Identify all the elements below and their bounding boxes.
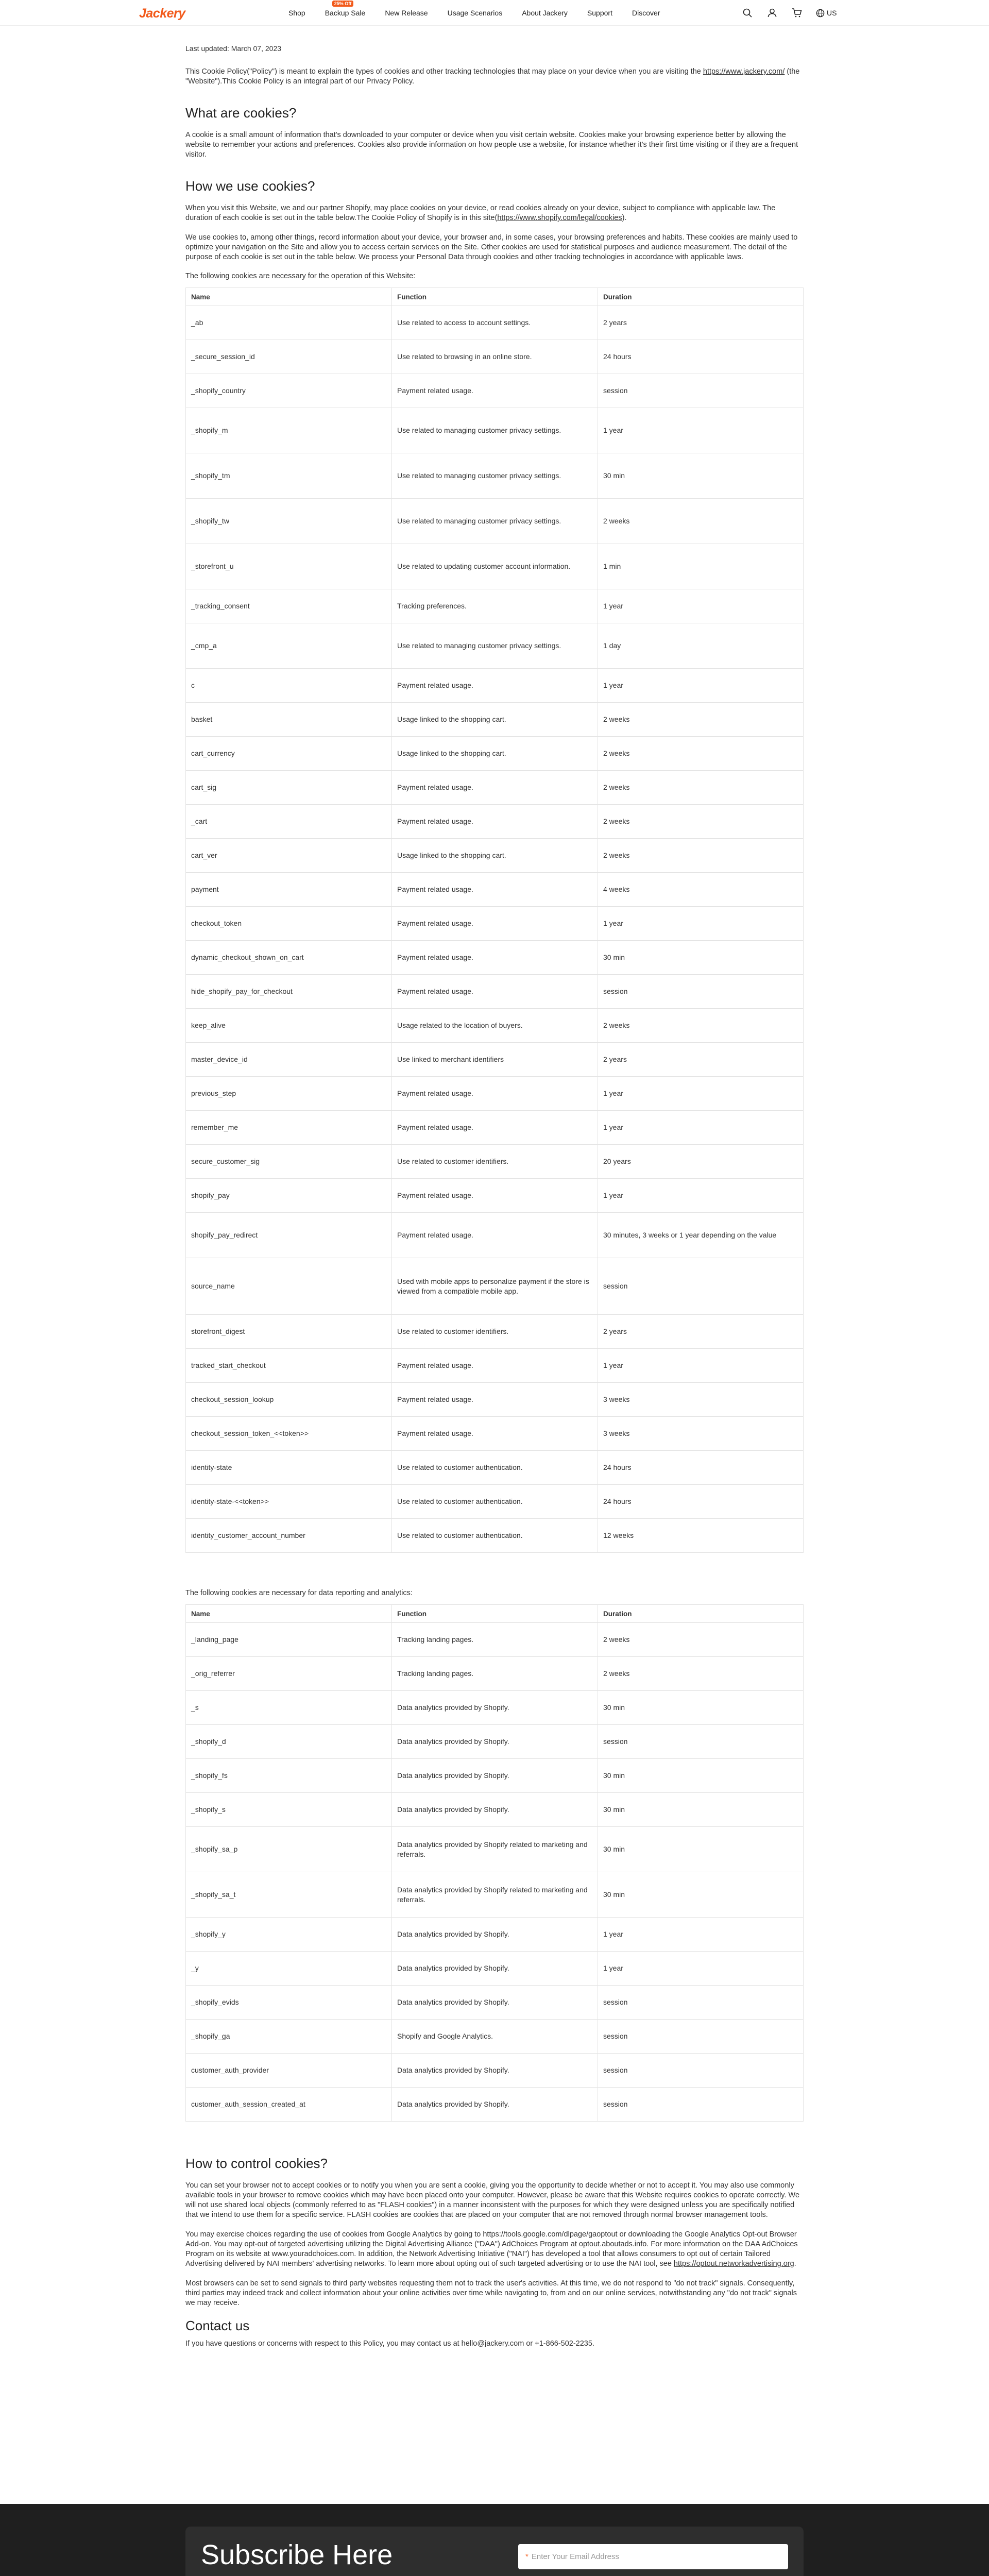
necessary-cookie-row	[186, 408, 804, 453]
cookie-function-cell: Usage related to the location of buyers.	[392, 1009, 598, 1043]
necessary-cookie-row	[186, 1258, 804, 1315]
cookie-duration-cell: 1 year	[598, 589, 804, 623]
cookie-name-cell: dynamic_checkout_shown_on_cart	[186, 941, 392, 975]
required-mark: *	[525, 2552, 528, 2561]
contact-paragraph: If you have questions or concerns with respect to this Policy, you may contact us at hello@jackery.com or +1-866-502-2235.	[185, 2340, 594, 2348]
necessary-cookie-row	[186, 873, 804, 907]
heading-how-to-control-cookies: How to control cookies?	[185, 2156, 328, 2171]
jackery-logo[interactable]: Jackery	[139, 6, 185, 21]
cookie-duration-cell: 2 weeks	[598, 1623, 804, 1657]
cookie-function-cell: Payment related usage.	[392, 873, 598, 907]
cookie-function-cell: Usage linked to the shopping cart.	[392, 703, 598, 737]
cookie-duration-cell: 1 year	[598, 907, 804, 941]
analytics-cookie-row	[186, 1918, 804, 1952]
cookie-duration-cell: 1 year	[598, 669, 804, 703]
cookie-name-cell: checkout_session_token_<<token>>	[186, 1417, 392, 1451]
analytics-cookies-table	[185, 1604, 804, 2122]
necessary-cookie-row	[186, 1349, 804, 1383]
col-header-function: Function	[392, 288, 598, 306]
cookie-name-cell: keep_alive	[186, 1009, 392, 1043]
cookie-duration-cell: 30 min	[598, 1872, 804, 1918]
cookie-duration-cell: 1 year	[598, 1349, 804, 1383]
col-header-duration: Duration	[598, 1605, 804, 1623]
necessary-cookie-row	[186, 737, 804, 771]
cookie-name-cell: shopify_pay_redirect	[186, 1213, 392, 1258]
cookie-name-cell: cart_currency	[186, 737, 392, 771]
cookie-duration-cell: 20 years	[598, 1145, 804, 1179]
cookie-duration-cell: session	[598, 2054, 804, 2088]
cookie-duration-cell: session	[598, 2020, 804, 2054]
necessary-cookie-row	[186, 1213, 804, 1258]
cookie-duration-cell: 4 weeks	[598, 873, 804, 907]
necessary-cookie-row	[186, 1519, 804, 1553]
analytics-cookie-row	[186, 1952, 804, 1986]
cookie-duration-cell: 2 weeks	[598, 499, 804, 544]
necessary-cookies-table	[185, 287, 804, 1553]
cookie-name-cell: _shopify_evids	[186, 1986, 392, 2020]
cookie-name-cell: _shopify_sa_p	[186, 1827, 392, 1872]
cookie-function-cell: Shopify and Google Analytics.	[392, 2020, 598, 2054]
necessary-cookie-row	[186, 589, 804, 623]
necessary-cookie-row	[186, 1485, 804, 1519]
cookie-function-cell: Tracking preferences.	[392, 589, 598, 623]
nav-backup-sale[interactable]: 25% Off Backup Sale	[325, 1, 366, 17]
cookie-duration-cell: session	[598, 1258, 804, 1315]
necessary-cookie-row	[186, 1111, 804, 1145]
cookie-function-cell: Payment related usage.	[392, 1111, 598, 1145]
cookie-duration-cell: session	[598, 374, 804, 408]
cookie-name-cell: remember_me	[186, 1111, 392, 1145]
cookie-duration-cell: 2 weeks	[598, 805, 804, 839]
cookie-duration-cell: 3 weeks	[598, 1383, 804, 1417]
cookie-function-cell: Payment related usage.	[392, 1179, 598, 1213]
cart-icon[interactable]	[791, 7, 803, 19]
cookie-function-cell: Use related to customer identifiers.	[392, 1145, 598, 1179]
cookie-duration-cell: 2 weeks	[598, 1657, 804, 1691]
cookie-duration-cell: 2 weeks	[598, 1009, 804, 1043]
cookie-name-cell: tracked_start_checkout	[186, 1349, 392, 1383]
cookie-function-cell: Payment related usage.	[392, 805, 598, 839]
cookie-function-cell: Use related to customer authentication.	[392, 1519, 598, 1553]
necessary-cookie-row	[186, 1145, 804, 1179]
necessary-cookie-row	[186, 669, 804, 703]
email-field[interactable]: * Enter Your Email Address	[518, 2544, 788, 2569]
cookie-name-cell: customer_auth_session_created_at	[186, 2088, 392, 2122]
necessary-cookie-row	[186, 1077, 804, 1111]
cookie-function-cell: Payment related usage.	[392, 1417, 598, 1451]
cookie-duration-cell: 24 hours	[598, 1485, 804, 1519]
cookie-name-cell: _shopify_s	[186, 1793, 392, 1827]
analytics-cookie-row	[186, 1725, 804, 1759]
heading-contact-us: Contact us	[185, 2318, 250, 2333]
cookie-function-cell: Data analytics provided by Shopify.	[392, 1918, 598, 1952]
cookie-duration-cell: 1 year	[598, 1179, 804, 1213]
how-paragraph-2: We use cookies to, among other things, record information about your device, your browser and, in some cases, your browsing preferences and habits. These cookies are mainly used to optimize your navigation on the Site and allow you to access certain services on the Site. Other cookies are used for statistical purposes and audience measurement. The detail of the purpose of each cookie is set out in the table below. We process your Personal Data through cookies and other tracking technologies in accordance with applicable laws.	[185, 233, 798, 261]
analytics-cookie-row	[186, 2054, 804, 2088]
necessary-cookie-row	[186, 1179, 804, 1213]
cookie-name-cell: customer_auth_provider	[186, 2054, 392, 2088]
header-tools	[742, 0, 837, 26]
cookie-function-cell: Data analytics provided by Shopify.	[392, 1952, 598, 1986]
cookie-function-cell: Used with mobile apps to personalize payment if the store is viewed from a compatible mobile app.	[392, 1258, 598, 1315]
cookie-name-cell: identity-state-<<token>>	[186, 1485, 392, 1519]
cookie-function-cell: Use related to managing customer privacy settings.	[392, 408, 598, 453]
cookie-name-cell: _shopify_y	[186, 1918, 392, 1952]
analytics-cookie-row	[186, 1827, 804, 1872]
cookie-name-cell: _shopify_fs	[186, 1759, 392, 1793]
cookie-function-cell: Payment related usage.	[392, 1213, 598, 1258]
cookie-name-cell: _shopify_d	[186, 1725, 392, 1759]
analytics-cookie-row	[186, 2020, 804, 2054]
cookie-name-cell: _shopify_tm	[186, 453, 392, 499]
cookie-duration-cell: 1 year	[598, 1918, 804, 1952]
nai-optout-link[interactable]: https://optout.networkadvertising.org	[673, 2260, 794, 2268]
necessary-cookie-row	[186, 771, 804, 805]
cookie-duration-cell: 30 min	[598, 941, 804, 975]
nav-about-jackery[interactable]: About Jackery	[522, 9, 568, 17]
cookie-name-cell: _storefront_u	[186, 544, 392, 589]
cookie-name-cell: _ab	[186, 306, 392, 340]
cookie-function-cell: Payment related usage.	[392, 1349, 598, 1383]
cookie-function-cell: Data analytics provided by Shopify related to marketing and referrals.	[392, 1827, 598, 1872]
cookie-duration-cell: 30 min	[598, 1691, 804, 1725]
necessary-cookie-row	[186, 1451, 804, 1485]
necessary-cookie-row	[186, 1417, 804, 1451]
cookie-duration-cell: session	[598, 1986, 804, 2020]
cookie-function-cell: Payment related usage.	[392, 669, 598, 703]
cookie-function-cell: Use related to customer identifiers.	[392, 1315, 598, 1349]
necessary-cookie-row	[186, 499, 804, 544]
cookie-name-cell: _shopify_m	[186, 408, 392, 453]
analytics-cookie-row	[186, 1793, 804, 1827]
cookie-name-cell: _cmp_a	[186, 623, 392, 669]
analytics-cookie-row	[186, 1691, 804, 1725]
cookie-function-cell: Use related to managing customer privacy settings.	[392, 453, 598, 499]
cookie-duration-cell: 2 years	[598, 1043, 804, 1077]
account-icon[interactable]	[766, 7, 778, 19]
cookie-duration-cell: 2 weeks	[598, 737, 804, 771]
how-paragraph-1: When you visit this Website, we and our partner Shopify, may place cookies on your device, or read cookies already on your device, subject to compliance with applicable law. The duration of each cookie is set out in the table below.The Cookie Policy of Shopify is in this site(https://www.shopify.com/legal/cookies).	[185, 204, 776, 222]
necessary-cookie-row	[186, 703, 804, 737]
cookie-function-cell: Payment related usage.	[392, 374, 598, 408]
globe-icon	[816, 9, 825, 18]
search-icon[interactable]	[742, 7, 753, 19]
cookie-name-cell: identity_customer_account_number	[186, 1519, 392, 1553]
what-paragraph: A cookie is a small amount of information that's downloaded to your computer or device when you visit certain website. Cookies make your browsing experience better by allowing the website to remember your actions and preferences. Cookies also provide information on how people use a website, for instance whether it's their first time visiting or if they are a frequent visitor.	[185, 131, 798, 159]
cookie-name-cell: _secure_session_id	[186, 340, 392, 374]
cookie-name-cell: basket	[186, 703, 392, 737]
heading-how-we-use-cookies: How we use cookies?	[185, 178, 315, 194]
cookie-name-cell: _y	[186, 1952, 392, 1986]
cookie-name-cell: _cart	[186, 805, 392, 839]
cookie-function-cell: Use related to managing customer privacy settings.	[392, 623, 598, 669]
necessary-cookie-row	[186, 907, 804, 941]
cookie-function-cell: Data analytics provided by Shopify related to marketing and referrals.	[392, 1872, 598, 1918]
cookie-duration-cell: 30 min	[598, 453, 804, 499]
necessary-cookie-row	[186, 374, 804, 408]
cookie-function-cell: Data analytics provided by Shopify.	[392, 1759, 598, 1793]
cookie-name-cell: identity-state	[186, 1451, 392, 1485]
cookie-duration-cell: session	[598, 2088, 804, 2122]
necessary-cookie-row	[186, 839, 804, 873]
cookie-duration-cell: 30 min	[598, 1827, 804, 1872]
analytics-cookie-row	[186, 1657, 804, 1691]
analytics-cookie-row	[186, 1623, 804, 1657]
subscribe-panel	[185, 2527, 804, 2576]
cookie-name-cell: hide_shopify_pay_for_checkout	[186, 975, 392, 1009]
site-header	[0, 0, 989, 26]
cookie-function-cell: Use linked to merchant identifiers	[392, 1043, 598, 1077]
cookie-name-cell: _landing_page	[186, 1623, 392, 1657]
cookie-name-cell: storefront_digest	[186, 1315, 392, 1349]
cookie-function-cell: Data analytics provided by Shopify.	[392, 1793, 598, 1827]
nav-discover[interactable]: Discover	[632, 9, 660, 17]
cookie-duration-cell: session	[598, 1725, 804, 1759]
cookie-function-cell: Payment related usage.	[392, 1077, 598, 1111]
cookie-function-cell: Tracking landing pages.	[392, 1623, 598, 1657]
cookie-name-cell: payment	[186, 873, 392, 907]
cookie-duration-cell: 1 year	[598, 1111, 804, 1145]
necessary-cookie-row	[186, 1315, 804, 1349]
cookie-function-cell: Data analytics provided by Shopify.	[392, 1725, 598, 1759]
necessary-cookie-row	[186, 1383, 804, 1417]
cookie-duration-cell: 1 min	[598, 544, 804, 589]
col-header-duration: Duration	[598, 288, 804, 306]
intro-paragraph: This Cookie Policy("Policy") is meant to explain the types of cookies and other tracking technologies that may place on your device when you are visiting the https://www.jackery.com/ (the "Website").This Cookie Policy is an integral part of our Privacy Policy.	[185, 67, 800, 86]
cookie-duration-cell: 2 years	[598, 1315, 804, 1349]
region-label: US	[827, 9, 837, 17]
cookie-name-cell: c	[186, 669, 392, 703]
cookie-name-cell: checkout_token	[186, 907, 392, 941]
cookie-duration-cell: 30 min	[598, 1759, 804, 1793]
necessary-cookie-row	[186, 1043, 804, 1077]
cookie-name-cell: master_device_id	[186, 1043, 392, 1077]
last-updated: Last updated: March 07, 2023	[185, 44, 282, 53]
cookie-duration-cell: 12 weeks	[598, 1519, 804, 1553]
main-nav	[288, 0, 660, 26]
cookie-function-cell: Payment related usage.	[392, 771, 598, 805]
cookie-name-cell: _orig_referrer	[186, 1657, 392, 1691]
necessary-cookie-row	[186, 623, 804, 669]
cookie-duration-cell: 30 minutes, 3 weeks or 1 year depending on the value	[598, 1213, 804, 1258]
cookie-duration-cell: 1 year	[598, 408, 804, 453]
cookie-function-cell: Use related to managing customer privacy settings.	[392, 499, 598, 544]
cookie-name-cell: _shopify_country	[186, 374, 392, 408]
cookie-name-cell: previous_step	[186, 1077, 392, 1111]
analytics-cookie-row	[186, 1759, 804, 1793]
cookie-duration-cell: 24 hours	[598, 1451, 804, 1485]
cookie-function-cell: Tracking landing pages.	[392, 1657, 598, 1691]
cookie-name-cell: _shopify_sa_t	[186, 1872, 392, 1918]
cookie-function-cell: Use related to updating customer account information.	[392, 544, 598, 589]
cookie-name-cell: _s	[186, 1691, 392, 1725]
cookie-policy-content	[185, 44, 804, 2359]
subscribe-title: Subscribe Here	[201, 2539, 393, 2570]
analytics-cookie-row	[186, 2088, 804, 2122]
cookie-name-cell: checkout_session_lookup	[186, 1383, 392, 1417]
nav-usage-scenarios[interactable]: Usage Scenarios	[447, 9, 503, 17]
cookie-function-cell: Usage linked to the shopping cart.	[392, 839, 598, 873]
table2-intro: The following cookies are necessary for data reporting and analytics:	[185, 1589, 413, 1597]
cookie-name-cell: cart_ver	[186, 839, 392, 873]
cookie-name-cell: secure_customer_sig	[186, 1145, 392, 1179]
col-header-name: Name	[186, 288, 392, 306]
cookie-function-cell: Payment related usage.	[392, 1383, 598, 1417]
shopify-cookies-link[interactable]: https://www.shopify.com/legal/cookies	[497, 214, 622, 222]
necessary-cookie-row	[186, 1009, 804, 1043]
cookie-function-cell: Data analytics provided by Shopify.	[392, 2088, 598, 2122]
control-paragraph-3: Most browsers can be set to send signals to third party websites requesting them not to track the user's activities. At this time, we do not respond to "do not track" signals. Consequently, third parties may indeed track and collect information about your online activities over time while navigating to, from and on our online services, notwithstanding any "do not track" signals we may receive.	[185, 2279, 797, 2307]
col-header-name: Name	[186, 1605, 392, 1623]
cookie-duration-cell: 2 weeks	[598, 703, 804, 737]
cookie-name-cell: _shopify_ga	[186, 2020, 392, 2054]
cookie-duration-cell: 1 day	[598, 623, 804, 669]
cookie-name-cell: source_name	[186, 1258, 392, 1315]
control-paragraph-2: You may exercise choices regarding the use of cookies from Google Analytics by going to https://tools.google.com/dlpage/gaoptout or downloading the Google Analytics Opt-out Browser Add-on. You may opt-out of targeted advertising utilizing the Digital Advertising Alliance ("DAA") AdChoices Program at optout.aboutads.info. For more information on the DAA AdChoices Program on its website at www.youradchoices.com. In addition, the Network Advertising Initiative ("NAI") has developed a tool that allows consumers to opt out of certain Tailored Advertising delivered by NAI members' advertising networks. To learn more about opting out of such targeted advertising or to use the NAI tool, see https://optout.networkadvertising.org.	[185, 2230, 798, 2268]
cookie-function-cell: Usage linked to the shopping cart.	[392, 737, 598, 771]
table1-intro: The following cookies are necessary for the operation of this Website:	[185, 272, 416, 280]
cookie-duration-cell: session	[598, 975, 804, 1009]
cookie-function-cell: Use related to customer authentication.	[392, 1451, 598, 1485]
cookie-function-cell: Data analytics provided by Shopify.	[392, 1691, 598, 1725]
cookie-function-cell: Payment related usage.	[392, 975, 598, 1009]
cookie-function-cell: Use related to browsing in an online store.	[392, 340, 598, 374]
cookie-function-cell: Data analytics provided by Shopify.	[392, 2054, 598, 2088]
cookie-duration-cell: 30 min	[598, 1793, 804, 1827]
cookie-duration-cell: 24 hours	[598, 340, 804, 374]
heading-what-are-cookies: What are cookies?	[185, 105, 297, 121]
analytics-cookie-row	[186, 1872, 804, 1918]
cookie-name-cell: _tracking_consent	[186, 589, 392, 623]
necessary-cookie-row	[186, 340, 804, 374]
sale-badge: 25% Off	[332, 1, 354, 7]
necessary-cookie-row	[186, 805, 804, 839]
cookie-name-cell: _shopify_tw	[186, 499, 392, 544]
necessary-cookie-row	[186, 306, 804, 340]
cookie-function-cell: Payment related usage.	[392, 907, 598, 941]
region-selector[interactable]	[816, 9, 837, 18]
cookie-function-cell: Data analytics provided by Shopify.	[392, 1986, 598, 2020]
control-paragraph-1: You can set your browser not to accept cookies or to notify you when you are sent a cookie, giving you the opportunity to decide whether or not to accept it. You may also use commonly available tools in your browser to remove cookies which may have been placed onto your computer. However, please be aware that this Website requires cookies to operate correctly. We will not use shared local objects (commonly referred to as "FLASH cookies") in a manner inconsistent with the purposes for which they were designed unless you are specifically notified that we intend to use them for a specific service. FLASH cookies are cookies that are placed on your computer that are not removed through normal browser management tools.	[185, 2181, 800, 2219]
website-link[interactable]: https://www.jackery.com/	[703, 67, 785, 76]
nav-new-release[interactable]: New Release	[385, 9, 428, 17]
cookie-duration-cell: 1 year	[598, 1952, 804, 1986]
cookie-function-cell: Payment related usage.	[392, 941, 598, 975]
necessary-cookie-row	[186, 544, 804, 589]
cookie-duration-cell: 1 year	[598, 1077, 804, 1111]
necessary-cookie-row	[186, 941, 804, 975]
cookie-name-cell: cart_sig	[186, 771, 392, 805]
cookie-duration-cell: 3 weeks	[598, 1417, 804, 1451]
site-footer	[0, 2504, 989, 2576]
cookie-name-cell: shopify_pay	[186, 1179, 392, 1213]
necessary-cookie-row	[186, 975, 804, 1009]
cookie-function-cell: Use related to access to account settings.	[392, 306, 598, 340]
necessary-cookie-row	[186, 453, 804, 499]
col-header-function: Function	[392, 1605, 598, 1623]
cookie-duration-cell: 2 weeks	[598, 771, 804, 805]
cookie-duration-cell: 2 weeks	[598, 839, 804, 873]
analytics-cookie-row	[186, 1986, 804, 2020]
cookie-duration-cell: 2 years	[598, 306, 804, 340]
nav-support[interactable]: Support	[587, 9, 612, 17]
nav-shop[interactable]: Shop	[288, 9, 305, 17]
cookie-function-cell: Use related to customer authentication.	[392, 1485, 598, 1519]
